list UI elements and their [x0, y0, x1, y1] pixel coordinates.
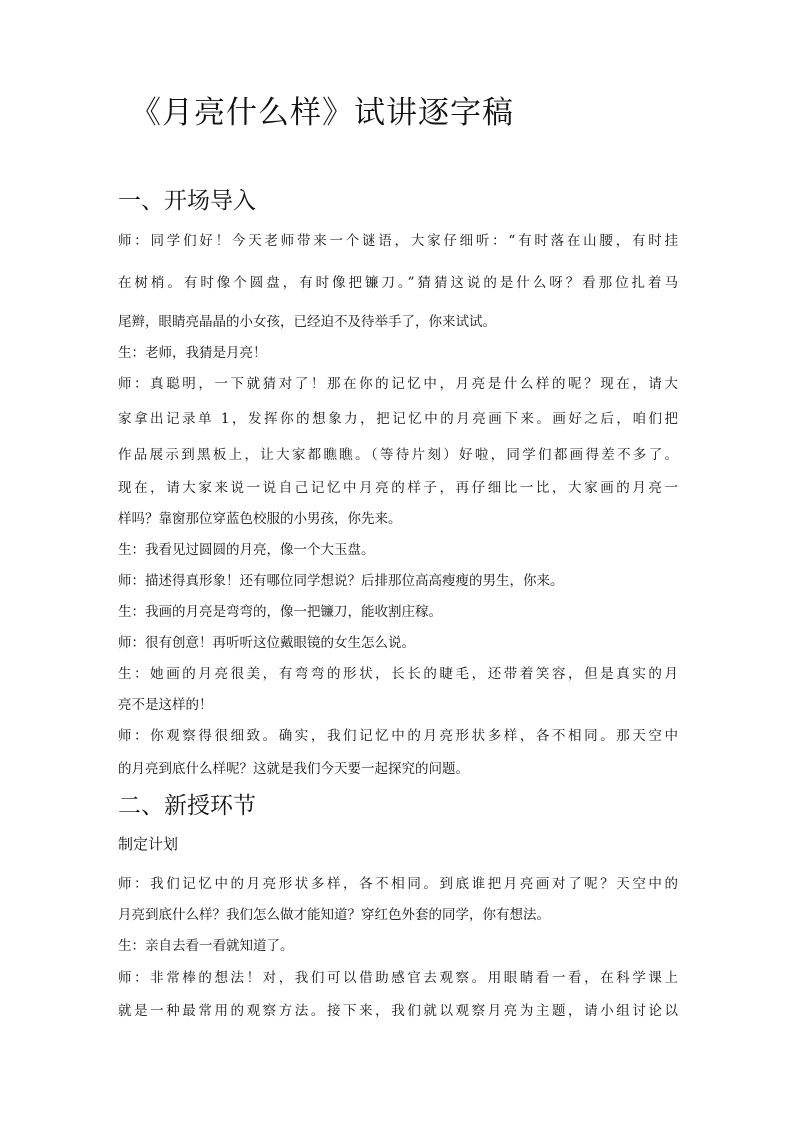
paragraph-line: 师：真聪明，一下就猜对了！那在你的记忆中，月亮是什么样的呢？现在，请大	[118, 376, 678, 392]
paragraph-line: 师：很有创意！再听听这位戴眼镜的女生怎么说。	[118, 635, 415, 651]
section-heading-opening: 一、开场导入	[118, 188, 256, 214]
paragraph-line: 师：非常棒的想法！对，我们可以借助感官去观察。用眼睛看一看，在科学课上	[118, 970, 678, 986]
subsection-heading-plan: 制定计划	[118, 835, 179, 853]
paragraph-line: 作品展示到黑板上，让大家都瞧瞧。（等待片刻）好啦，同学们都画得差不多了。	[118, 447, 678, 463]
paragraph-line: 现在，请大家来说一说自己记忆中月亮的样子，再仔细比一比，大家画的月亮一	[118, 480, 678, 496]
paragraph-line: 样吗？靠窗那位穿蓝色校服的小男孩，你先来。	[118, 511, 402, 527]
paragraph-line: 生：老师，我猜是月亮！	[118, 345, 267, 361]
paragraph-line: 的月亮到底什么样呢？这就是我们今天要一起探究的问题。	[118, 761, 469, 777]
paragraph-line: 尾辫，眼睛亮晶晶的小女孩，已经迫不及待举手了，你来试试。	[118, 314, 496, 330]
paragraph-line: 月亮到底什么样？我们怎么做才能知道？穿红色外套的同学，你有想法。	[118, 907, 550, 923]
paragraph-line: 生：亲自去看一看就知道了。	[118, 938, 294, 954]
paragraph-line: 生：我画的月亮是弯弯的，像一把镰刀，能收割庄稼。	[118, 604, 442, 620]
paragraph-line: 生：我看见过圆圆的月亮，像一个大玉盘。	[118, 542, 375, 558]
paragraph-line: 师：你观察得很细致。确实，我们记忆中的月亮形状多样，各不相同。那天空中	[118, 728, 678, 744]
section-heading-new-lesson: 二、新授环节	[118, 793, 256, 819]
paragraph-line: 生：她画的月亮很美，有弯弯的形状，长长的睫毛，还带着笑容，但是真实的月	[118, 666, 678, 682]
paragraph-line: 亮不是这样的！	[118, 697, 213, 713]
paragraph-line: 家拿出记录单 1，发挥你的想象力，把记忆中的月亮画下来。画好之后，咱们把	[118, 411, 678, 427]
paragraph-line: 就是一种最常用的观察方法。接下来，我们就以观察月亮为主题，请小组讨论以	[118, 1003, 678, 1019]
page-title: 《月亮什么样》试讲逐字稿	[130, 95, 514, 131]
paragraph-line: 师：我们记忆中的月亮形状多样，各不相同。到底谁把月亮画对了呢？天空中的	[118, 876, 678, 892]
paragraph-line: 师：同学们好！今天老师带来一个谜语，大家仔细听：“有时落在山腰，有时挂	[118, 233, 678, 249]
paragraph-line: 师：描述得真形象！还有哪位同学想说？后排那位高高瘦瘦的男生，你来。	[118, 573, 564, 589]
paragraph-line: 在树梢。有时像个圆盘，有时像把镰刀。”猜猜这说的是什么呀？看那位扎着马	[118, 275, 678, 291]
